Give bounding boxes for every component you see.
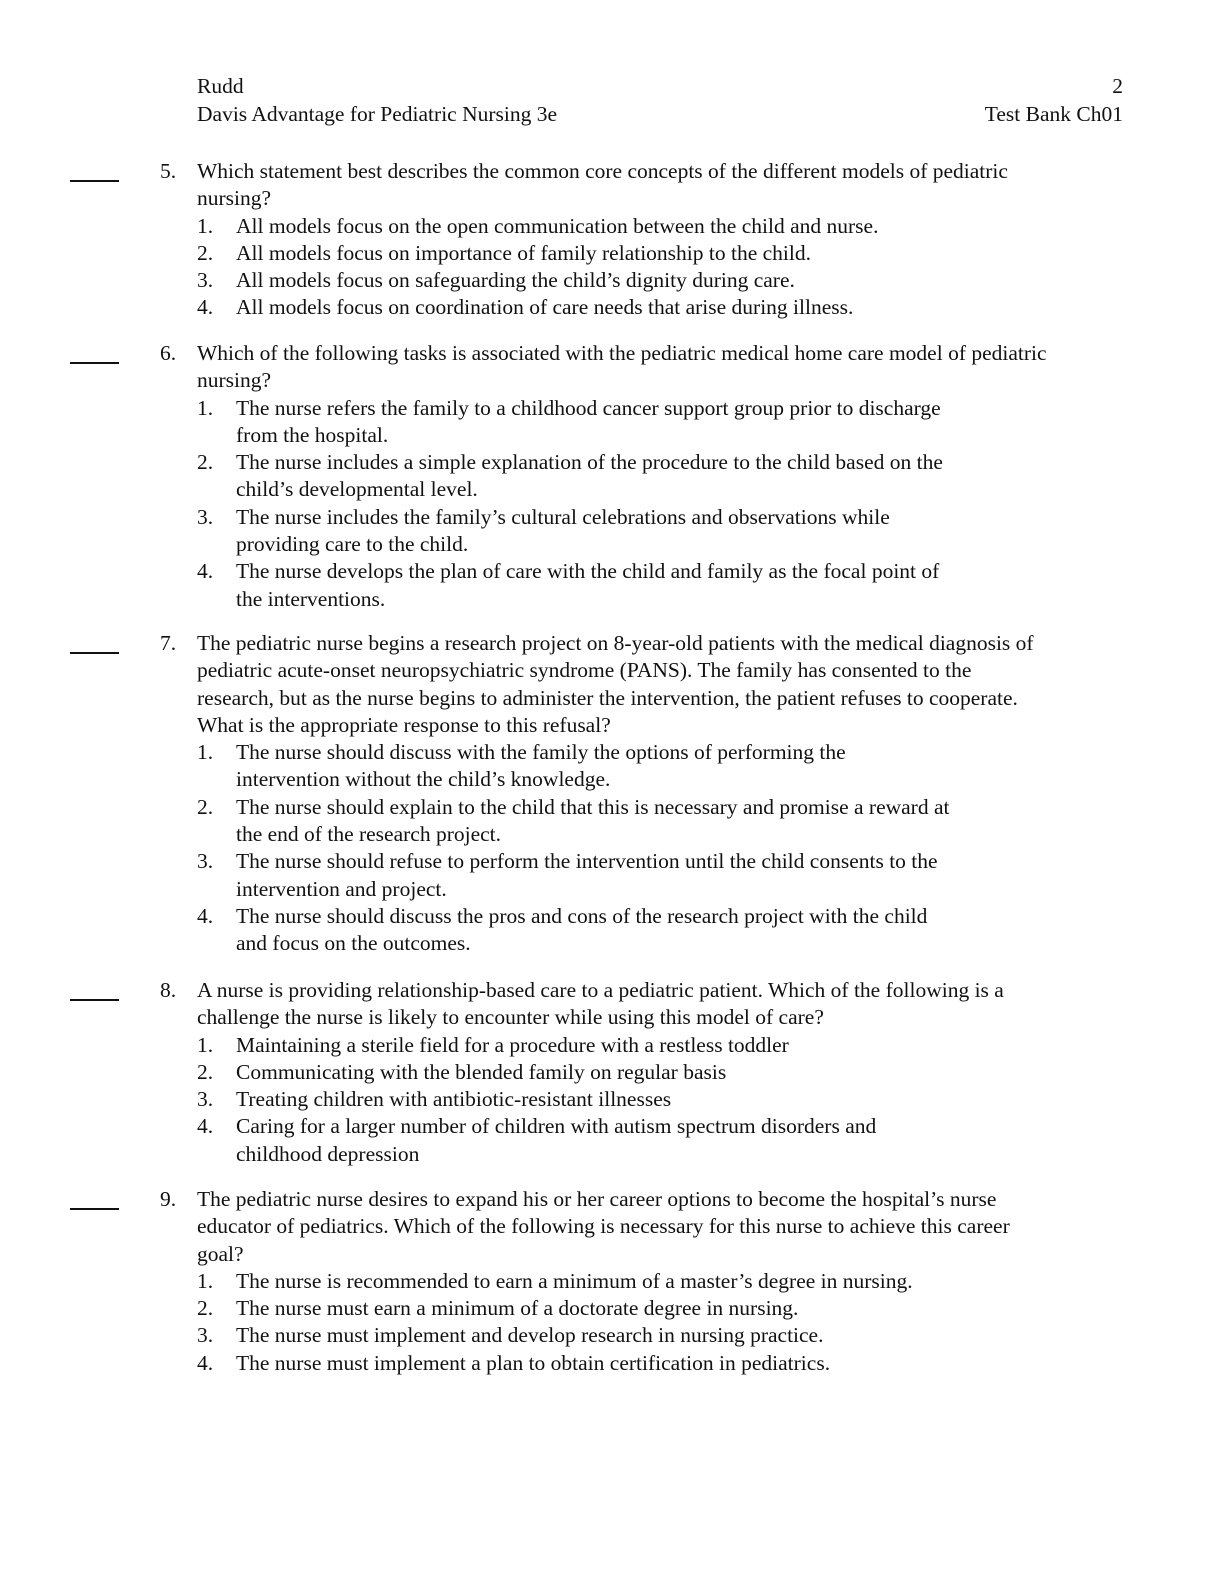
option-number: 4. [197,295,214,320]
option-number: 1. [197,1268,214,1293]
answer-option [197,794,949,849]
option-text-line: Caring for a larger number of children with autism spectrum disorders and [236,1114,877,1139]
answer-option [197,213,878,240]
answer-blank-line [70,362,119,364]
option-text-line: Treating children with antibiotic-resistant illnesses [236,1087,672,1112]
option-number: 3. [197,1087,214,1112]
answer-option [197,558,943,613]
question-stem-line: nursing? [197,368,272,393]
option-number: 4. [197,1350,214,1375]
option-text-line: The nurse includes a simple explanation of the procedure to the child based on the [236,450,943,475]
answer-options [197,213,878,322]
option-text-line: The nurse should discuss with the family the options of performing the [236,740,846,765]
answer-option [197,449,943,504]
option-text-line: All models focus on importance of family relationship to the child. [236,240,811,265]
book-title: Davis Advantage for Pediatric Nursing 3e [197,101,558,126]
option-text-line: and focus on the outcomes. [236,931,471,956]
option-text-line: The nurse is recommended to earn a minimum of a master’s degree in nursing. [236,1268,913,1293]
option-number: 2. [197,1296,214,1321]
answer-blank-line [70,1208,119,1210]
option-number: 2. [197,1059,214,1084]
question-stem-line: goal? [197,1241,244,1266]
answer-options [197,1268,913,1377]
option-text-line: intervention and project. [236,876,447,901]
answer-option [197,903,949,958]
answer-option [197,1059,876,1086]
answer-options [197,1032,876,1168]
option-number: 2. [197,240,214,265]
answer-option [197,395,943,450]
answer-option [197,504,943,559]
question-stem-line: pediatric acute-onset neuropsychiatric syndrome (PANS). The family has consented to the [197,658,972,683]
option-text-line: child’s developmental level. [236,477,478,502]
option-number: 2. [197,794,214,819]
author-name: Rudd [197,74,244,98]
answer-options [197,739,949,957]
question-stem-line: The pediatric nurse begins a research project on 8-year-old patients with the medical diagnosis of [197,631,1034,655]
question-number: 7. [160,631,177,655]
option-text-line: intervention without the child’s knowledge. [236,767,611,792]
option-number: 4. [197,903,214,928]
question-stem [197,158,1008,213]
question-stem [197,1186,1010,1268]
question-number: 8. [160,978,177,1002]
answer-option [197,240,878,267]
option-text-line: The nurse refers the family to a childhood cancer support group prior to discharge [236,395,941,420]
answer-option [197,1322,913,1349]
question-number: 5. [160,159,177,183]
answer-option [197,1086,876,1113]
option-number: 3. [197,504,214,529]
option-number: 1. [197,395,214,420]
option-text-line: childhood depression [236,1141,420,1166]
page-header [197,73,1123,128]
question-stem [197,630,1034,739]
option-text-line: the interventions. [236,586,386,611]
option-number: 2. [197,450,214,475]
section-label: Test Bank Ch01 [984,101,1123,126]
option-text-line: Communicating with the blended family on regular basis [236,1059,727,1084]
question-stem-line: The pediatric nurse desires to expand his or her career options to become the hospital’s nurse [197,1187,997,1211]
question-stem-line: educator of pediatrics. Which of the following is necessary for this nurse to achieve this career [197,1214,1010,1239]
question-stem [197,340,1047,395]
question-number: 6. [160,341,177,365]
answer-option [197,1350,913,1377]
option-text-line: from the hospital. [236,422,389,447]
option-text-line: The nurse must earn a minimum of a doctorate degree in nursing. [236,1296,799,1321]
question-number: 9. [160,1187,177,1211]
answer-option [197,267,878,294]
question-stem-line: Which statement best describes the common core concepts of the different models of pediatric [197,159,1008,183]
header-row-bottom [197,101,1123,129]
answer-blank-line [70,652,119,654]
question-stem-line: research, but as the nurse begins to administer the intervention, the patient refuses to cooperate. [197,685,1018,710]
option-text-line: All models focus on coordination of care needs that arise during illness. [236,295,854,320]
option-text-line: The nurse must implement a plan to obtain certification in pediatrics. [236,1350,831,1375]
question-stem-line: A nurse is providing relationship-based care to a pediatric patient. Which of the following is a [197,978,1004,1002]
option-text-line: The nurse must implement and develop research in nursing practice. [236,1323,824,1348]
header-row-top [197,73,1123,101]
option-number: 1. [197,1032,214,1057]
option-text-line: The nurse should explain to the child that this is necessary and promise a reward at [236,794,950,819]
option-number: 3. [197,849,214,874]
option-number: 3. [197,268,214,293]
question-stem-line: nursing? [197,186,272,211]
page-number: 2 [1112,74,1123,98]
option-text-line: providing care to the child. [236,532,469,557]
option-number: 4. [197,559,214,584]
question-stem-line: What is the appropriate response to this refusal? [197,712,611,737]
question-stem-line: challenge the nurse is likely to encounter while using this model of care? [197,1005,824,1030]
option-number: 1. [197,213,214,238]
answer-blank-line [70,999,119,1001]
option-text-line: Maintaining a sterile field for a procedure with a restless toddler [236,1032,789,1057]
option-text-line: the end of the research project. [236,822,502,847]
question-stem [197,977,1004,1032]
answer-option [197,848,949,903]
option-number: 1. [197,740,214,765]
option-text-line: The nurse should refuse to perform the intervention until the child consents to the [236,849,938,874]
option-text-line: All models focus on the open communication between the child and nurse. [236,213,879,238]
answer-option [197,1295,913,1322]
answer-option [197,739,949,794]
option-text-line: The nurse includes the family’s cultural celebrations and observations while [236,504,890,529]
option-number: 3. [197,1323,214,1348]
answer-blank-line [70,180,119,182]
option-text-line: All models focus on safeguarding the child’s dignity during care. [236,268,795,293]
answer-option [197,1113,876,1168]
answer-option [197,1268,913,1295]
option-text-line: The nurse develops the plan of care with the child and family as the focal point of [236,559,940,584]
option-text-line: The nurse should discuss the pros and cons of the research project with the child [236,903,928,928]
option-number: 4. [197,1114,214,1139]
answer-options [197,395,943,613]
answer-option [197,1032,876,1059]
question-stem-line: Which of the following tasks is associated with the pediatric medical home care model of pediatric [197,341,1047,365]
answer-option [197,294,878,321]
